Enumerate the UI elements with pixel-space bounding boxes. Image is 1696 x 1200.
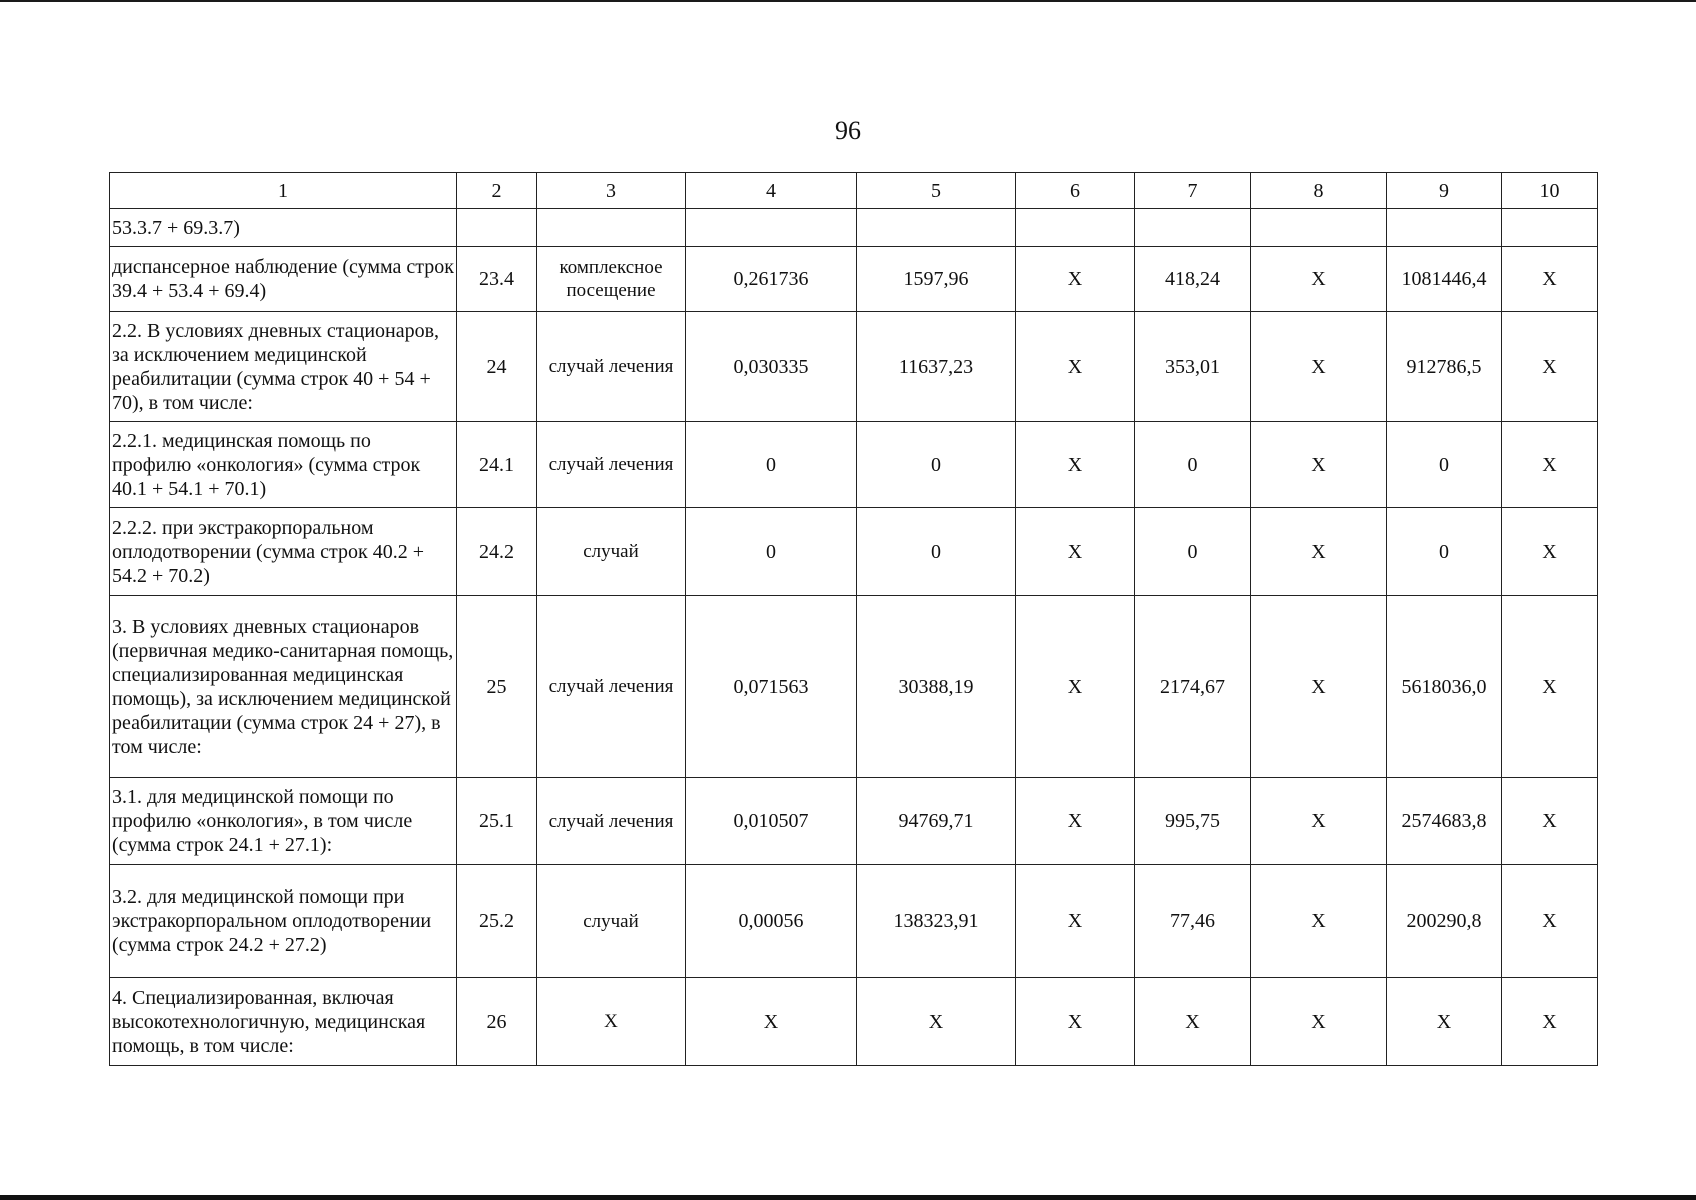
row-label: 53.3.7 + 69.3.7) — [110, 209, 457, 247]
unit-cell: случай — [537, 865, 686, 978]
value-cell: 418,24 — [1135, 247, 1251, 312]
unit-cell: случай лечения — [537, 778, 686, 865]
table-row — [110, 865, 1598, 978]
unit-cell: случай лечения — [537, 312, 686, 422]
header-cell: 4 — [686, 173, 857, 209]
value-cell — [1251, 209, 1387, 247]
value-cell: X — [857, 978, 1016, 1066]
row-label: 3.1. для медицинской помощи по профилю «онкология», в том числе (сумма строк 24.1 + 27.1): — [110, 778, 457, 865]
value-cell: X — [1502, 778, 1598, 865]
value-cell — [686, 209, 857, 247]
row-number-cell: 24.1 — [457, 422, 537, 508]
value-cell: 5618036,0 — [1387, 596, 1502, 778]
header-cell: 10 — [1502, 173, 1598, 209]
value-cell: 0 — [857, 422, 1016, 508]
table-row — [110, 422, 1598, 508]
value-cell: 0 — [857, 508, 1016, 596]
row-label: диспансерное наблюдение (сумма строк 39.4 + 53.4 + 69.4) — [110, 247, 457, 312]
row-number-cell: 24.2 — [457, 508, 537, 596]
value-cell: 1081446,4 — [1387, 247, 1502, 312]
header-cell: 5 — [857, 173, 1016, 209]
value-cell: X — [1251, 312, 1387, 422]
value-cell: 0,00056 — [686, 865, 857, 978]
value-cell: 0,010507 — [686, 778, 857, 865]
value-cell: X — [1502, 247, 1598, 312]
value-cell: 0,071563 — [686, 596, 857, 778]
row-number-cell: 25.1 — [457, 778, 537, 865]
row-number-cell: 25.2 — [457, 865, 537, 978]
table-row — [110, 247, 1598, 312]
header-cell: 2 — [457, 173, 537, 209]
value-cell: 0 — [1135, 508, 1251, 596]
value-cell: 30388,19 — [857, 596, 1016, 778]
value-cell: X — [1251, 778, 1387, 865]
value-cell: X — [1251, 865, 1387, 978]
unit-cell: комплексное посещение — [537, 247, 686, 312]
unit-cell: случай лечения — [537, 596, 686, 778]
row-number-cell: 25 — [457, 596, 537, 778]
value-cell: 0 — [686, 508, 857, 596]
unit-cell: X — [537, 978, 686, 1066]
value-cell: X — [1502, 422, 1598, 508]
scan-edge-bottom — [0, 1195, 1696, 1200]
header-cell: 3 — [537, 173, 686, 209]
value-cell: X — [1251, 508, 1387, 596]
value-cell: X — [1251, 978, 1387, 1066]
unit-cell: случай — [537, 508, 686, 596]
value-cell: X — [1016, 778, 1135, 865]
row-number-cell: 26 — [457, 978, 537, 1066]
scan-edge-top — [0, 0, 1696, 2]
value-cell: X — [1016, 508, 1135, 596]
value-cell: 912786,5 — [1387, 312, 1502, 422]
value-cell: 0 — [1387, 422, 1502, 508]
row-label: 2.2.2. при экстракорпоральном оплодотворении (сумма строк 40.2 + 54.2 + 70.2) — [110, 508, 457, 596]
value-cell: 138323,91 — [857, 865, 1016, 978]
value-cell: 94769,71 — [857, 778, 1016, 865]
value-cell — [857, 209, 1016, 247]
header-cell: 8 — [1251, 173, 1387, 209]
value-cell — [1502, 209, 1598, 247]
header-cell: 1 — [110, 173, 457, 209]
value-cell — [1135, 209, 1251, 247]
data-table — [109, 172, 1598, 1066]
table-row — [110, 596, 1598, 778]
value-cell: 0 — [1135, 422, 1251, 508]
row-label: 4. Специализированная, включая высокотехнологичную, медицинская помощь, в том числе: — [110, 978, 457, 1066]
value-cell: 0 — [686, 422, 857, 508]
unit-cell — [537, 209, 686, 247]
header-cell: 6 — [1016, 173, 1135, 209]
value-cell: 353,01 — [1135, 312, 1251, 422]
unit-cell: случай лечения — [537, 422, 686, 508]
value-cell: X — [1502, 596, 1598, 778]
value-cell: 0,261736 — [686, 247, 857, 312]
value-cell: 200290,8 — [1387, 865, 1502, 978]
table-row — [110, 508, 1598, 596]
value-cell: X — [1016, 865, 1135, 978]
value-cell: X — [1251, 596, 1387, 778]
value-cell: X — [1502, 508, 1598, 596]
value-cell: X — [1502, 312, 1598, 422]
value-cell: 2174,67 — [1135, 596, 1251, 778]
row-label: 2.2.1. медицинская помощь по профилю «онкология» (сумма строк 40.1 + 54.1 + 70.1) — [110, 422, 457, 508]
value-cell: X — [1016, 247, 1135, 312]
value-cell — [1016, 209, 1135, 247]
row-number-cell — [457, 209, 537, 247]
table-row — [110, 312, 1598, 422]
value-cell: X — [1502, 865, 1598, 978]
value-cell: 995,75 — [1135, 778, 1251, 865]
value-cell: X — [1251, 422, 1387, 508]
header-cell: 7 — [1135, 173, 1251, 209]
value-cell: X — [1016, 978, 1135, 1066]
row-number-cell: 23.4 — [457, 247, 537, 312]
table-row — [110, 209, 1598, 247]
header-cell: 9 — [1387, 173, 1502, 209]
value-cell: X — [1016, 422, 1135, 508]
row-label: 3. В условиях дневных стационаров (первичная медико-санитарная помощь, специализированная медицинская помощь), за исключением медицинской реабилитации (сумма строк 24 + 27), в том числе: — [110, 596, 457, 778]
value-cell: 0 — [1387, 508, 1502, 596]
value-cell: X — [686, 978, 857, 1066]
value-cell: X — [1251, 247, 1387, 312]
page-number: 96 — [835, 116, 861, 145]
value-cell: X — [1016, 312, 1135, 422]
value-cell: 11637,23 — [857, 312, 1016, 422]
value-cell: 1597,96 — [857, 247, 1016, 312]
value-cell: 2574683,8 — [1387, 778, 1502, 865]
value-cell: X — [1016, 596, 1135, 778]
value-cell: X — [1502, 978, 1598, 1066]
table-row — [110, 978, 1598, 1066]
table-row — [110, 778, 1598, 865]
table-header-row — [110, 173, 1598, 209]
row-label: 2.2. В условиях дневных стационаров, за исключением медицинской реабилитации (сумма строк 40 + 54 + 70), в том числе: — [110, 312, 457, 422]
row-number-cell: 24 — [457, 312, 537, 422]
value-cell: X — [1135, 978, 1251, 1066]
value-cell: 0,030335 — [686, 312, 857, 422]
value-cell: X — [1387, 978, 1502, 1066]
value-cell — [1387, 209, 1502, 247]
value-cell: 77,46 — [1135, 865, 1251, 978]
row-label: 3.2. для медицинской помощи при экстракорпоральном оплодотворении (сумма строк 24.2 + 27.2) — [110, 865, 457, 978]
